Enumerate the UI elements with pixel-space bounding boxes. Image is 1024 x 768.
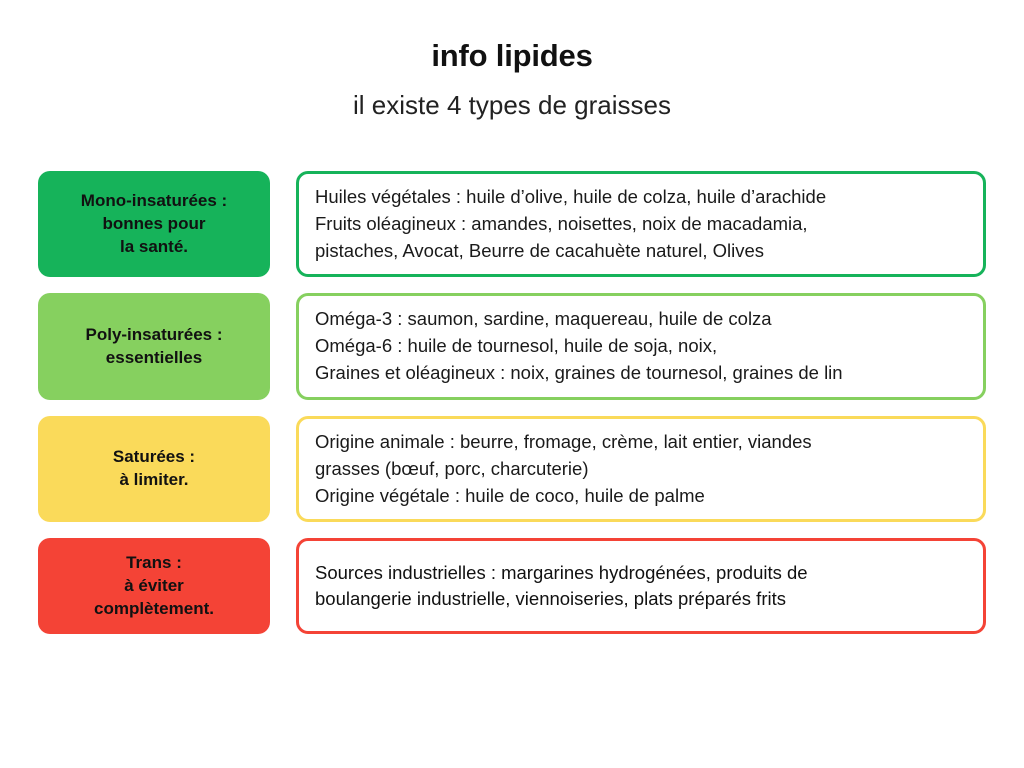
detail-line: boulangerie industrielle, viennoiseries, plats préparés frits xyxy=(315,588,786,610)
label-line: Poly-insaturées : xyxy=(85,324,223,344)
fat-type-details-trans xyxy=(296,538,986,634)
detail-line: pistaches, Avocat, Beurre de cacahuète naturel, Olives xyxy=(315,239,765,261)
fat-type-details-poly xyxy=(296,293,986,399)
fat-type-details-saturated xyxy=(296,416,986,522)
label-line: Saturées : xyxy=(112,447,196,467)
list-item xyxy=(38,293,986,399)
page-subtitle: il existe 4 types de graisses xyxy=(353,90,671,120)
detail-line: Graines et oléagineux : noix, graines de tournesol, graines de lin xyxy=(315,362,843,384)
fat-type-label-trans xyxy=(38,538,270,634)
label-line: bonnes pour xyxy=(102,213,206,233)
label-line: essentielles xyxy=(105,347,203,367)
detail-line: Huiles végétales : huile d’olive, huile de colza, huile d’arachide xyxy=(315,186,827,207)
fat-type-label-mono xyxy=(38,171,270,277)
fat-types-list xyxy=(0,171,1024,634)
list-item xyxy=(38,538,986,634)
fat-type-label-saturated xyxy=(38,416,270,522)
detail-line: Oméga-3 : saumon, sardine, maquereau, huile de colza xyxy=(315,308,772,330)
fat-type-details-mono xyxy=(296,171,986,277)
label-line: Mono-insaturées : xyxy=(80,190,228,210)
detail-line: Sources industrielles : margarines hydrogénées, produits de xyxy=(315,561,808,583)
label-line: la santé. xyxy=(119,236,189,256)
list-item xyxy=(38,171,986,277)
detail-line: Oméga-6 : huile de tournesol, huile de soja, noix, xyxy=(315,335,718,357)
label-line: Trans : xyxy=(126,552,182,572)
fat-type-label-poly xyxy=(38,293,270,399)
detail-line: Fruits oléagineux : amandes, noisettes, noix de macadamia, xyxy=(315,212,808,234)
label-line: complètement. xyxy=(94,598,214,618)
label-line: à limiter. xyxy=(119,470,189,490)
detail-line: grasses (bœuf, porc, charcuterie) xyxy=(315,457,589,479)
label-line: à éviter xyxy=(124,575,184,595)
page-title: info lipides xyxy=(431,38,593,73)
list-item xyxy=(38,416,986,522)
detail-line: Origine végétale : huile de coco, huile de palme xyxy=(315,484,705,506)
detail-line: Origine animale : beurre, fromage, crème, lait entier, viandes xyxy=(315,430,812,452)
